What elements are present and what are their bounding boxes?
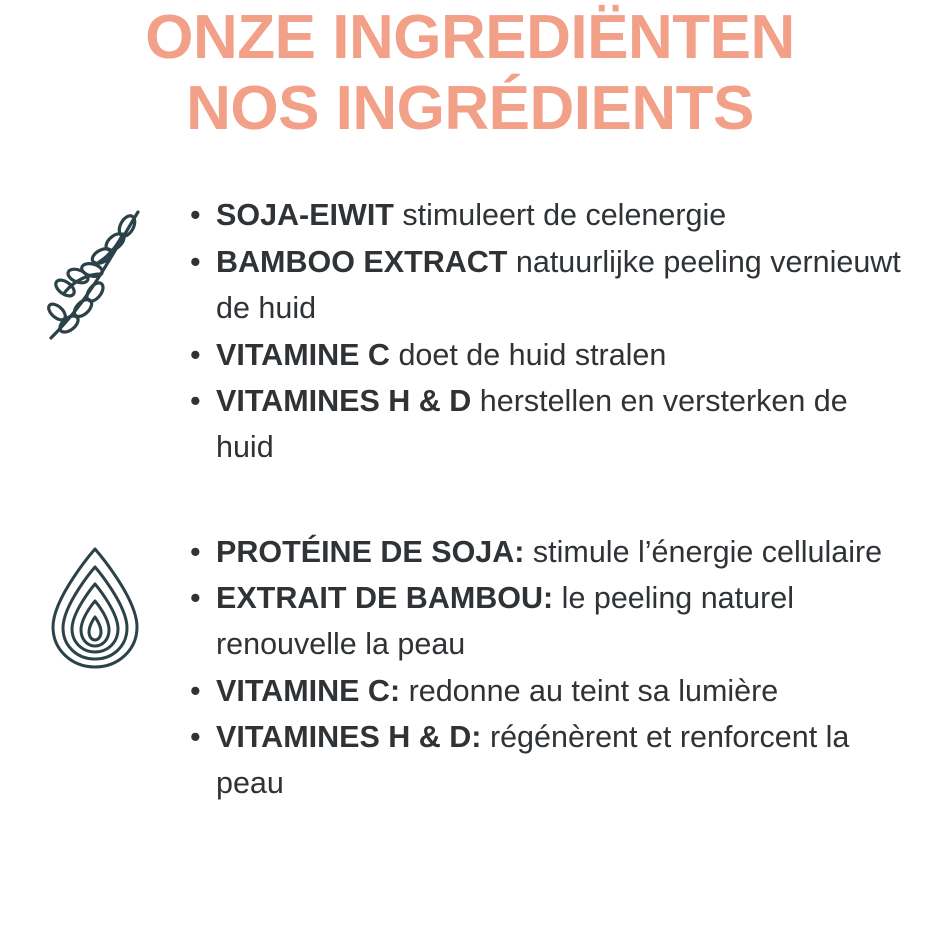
ingredient-name: SOJA-EIWIT bbox=[216, 198, 394, 233]
ingredients-section-fr bbox=[0, 529, 940, 807]
branch-icon-container bbox=[0, 192, 190, 350]
list-item bbox=[190, 529, 906, 575]
ingredient-desc: doet de huid stralen bbox=[389, 337, 667, 372]
list-item bbox=[190, 575, 906, 668]
ingredient-desc: herstellen en versterken de huid bbox=[216, 383, 848, 465]
ingredient-name: VITAMINE C: bbox=[216, 673, 401, 708]
list-item bbox=[190, 378, 906, 471]
ingredient-name: BAMBOO EXTRACT bbox=[216, 244, 508, 279]
ingredient-desc: stimule l’énergie cellulaire bbox=[524, 534, 883, 569]
ingredients-list-fr bbox=[190, 529, 940, 807]
ingredient-desc: régénèrent et renforcent la peau bbox=[216, 720, 850, 801]
list-item bbox=[190, 714, 906, 807]
page-title bbox=[0, 0, 940, 144]
ingredient-name: EXTRAIT DE BAMBOU: bbox=[216, 580, 554, 615]
ingredient-desc: stimuleert de celenergie bbox=[393, 198, 727, 233]
ingredients-list-nl bbox=[190, 192, 940, 470]
list-item bbox=[190, 332, 906, 378]
ingredient-name: VITAMINE C bbox=[216, 337, 390, 372]
list-item bbox=[190, 239, 906, 332]
water-drop-icon bbox=[40, 543, 150, 683]
page-title-line-fr: NOS INGRÉDIENTS bbox=[186, 74, 754, 144]
ingredient-name: VITAMINES H & D: bbox=[216, 720, 482, 755]
ingredient-name: PROTÉINE DE SOJA: bbox=[216, 534, 525, 569]
list-item bbox=[190, 192, 906, 238]
drop-icon-container bbox=[0, 529, 190, 683]
list-item bbox=[190, 668, 906, 714]
ingredient-desc: le peeling naturel renouvelle la peau bbox=[216, 580, 794, 662]
branch-leaf-icon bbox=[35, 200, 155, 350]
page-title-line-nl: ONZE INGREDIËNTEN bbox=[145, 3, 795, 72]
ingredient-desc: natuurlijke peeling vernieuwt de huid bbox=[216, 244, 901, 326]
ingredient-desc: redonne au teint sa lumière bbox=[400, 673, 779, 708]
ingredient-name: VITAMINES H & D bbox=[216, 383, 472, 418]
ingredients-section-nl bbox=[0, 192, 940, 470]
